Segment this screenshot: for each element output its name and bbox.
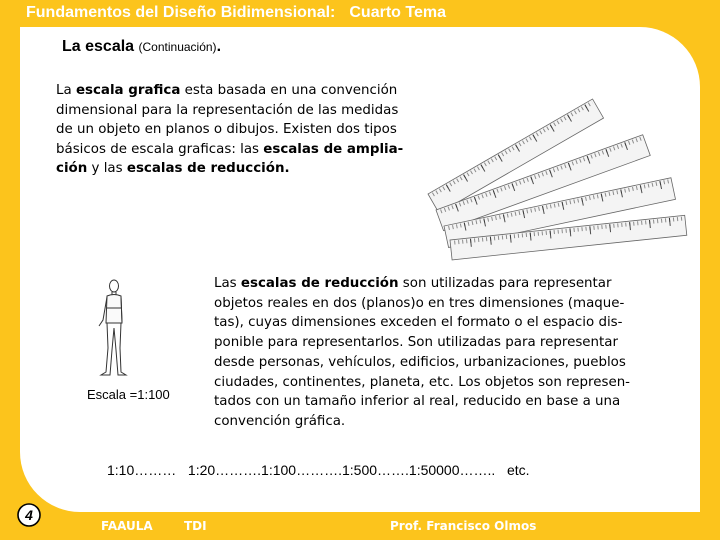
section-period: .	[216, 38, 222, 55]
footer-school: FAAULA	[101, 519, 153, 533]
section-heading	[62, 38, 221, 56]
reduction-line: ciudades, continentes, planeta, etc. Los objetos son represen-	[214, 374, 631, 390]
figure-scale-caption: Escala =1:100	[87, 387, 170, 402]
reduction-line: Las escalas de reducción son utilizadas para representar	[214, 276, 612, 291]
intro-line: dimensional para la representación de las medidas	[56, 102, 399, 118]
reduction-line: tados con un tamaño inferior al real, reducido en base a una	[214, 394, 621, 410]
page-number: 4	[25, 507, 33, 523]
reduction-line: desde personas, vehículos, edificios, urbanizaciones, pueblos	[214, 354, 626, 370]
intro-line: básicos de escala graficas: las escalas de amplia-	[56, 141, 404, 157]
intro-line: La escala grafica esta basada en una convención	[56, 83, 398, 98]
section-subtitle: (Continuación)	[138, 40, 217, 54]
intro-line: de un objeto en planos o dibujos. Existen dos tipos	[56, 122, 397, 137]
reduction-line: objetos reales en dos (planos)o en tres dimensiones (maque-	[214, 295, 625, 311]
header-topic: Cuarto Tema	[349, 4, 446, 21]
header-subject: Fundamentos del Diseño Bidimensional:	[26, 4, 336, 21]
term-escalas-ampliacion: escalas de amplia-	[263, 141, 404, 157]
reduction-line: tas), cuyas dimensiones exceden el formato o el espacio dis-	[214, 315, 623, 331]
scale-series: 1:10……… 1:20……….1:100……….1:500…….1:50000…….. etc.	[107, 462, 530, 478]
footer-course: TDI	[184, 519, 207, 533]
person-figure-icon	[96, 278, 132, 378]
rulers-illustration	[420, 62, 690, 262]
slide-header	[26, 4, 446, 22]
section-title: La escala	[62, 38, 135, 55]
reduction-line: convención gráfica.	[214, 413, 346, 429]
term-escala-grafica: escala grafica	[75, 83, 181, 98]
reduction-line: ponible para representarlos. Son utilizadas para representar	[214, 335, 618, 351]
reduction-paragraph	[214, 274, 664, 432]
page-number-badge	[15, 501, 43, 529]
term-escalas-reduccion: escalas de reducción.	[126, 161, 290, 176]
term-escalas-ampliacion-end: ción	[56, 161, 88, 176]
intro-paragraph	[56, 81, 426, 179]
footer-professor: Prof. Francisco Olmos	[390, 519, 537, 533]
term-escalas-reduccion-2: escalas de reducción	[240, 276, 399, 291]
intro-line: ción y las escalas de reducción.	[56, 161, 290, 176]
